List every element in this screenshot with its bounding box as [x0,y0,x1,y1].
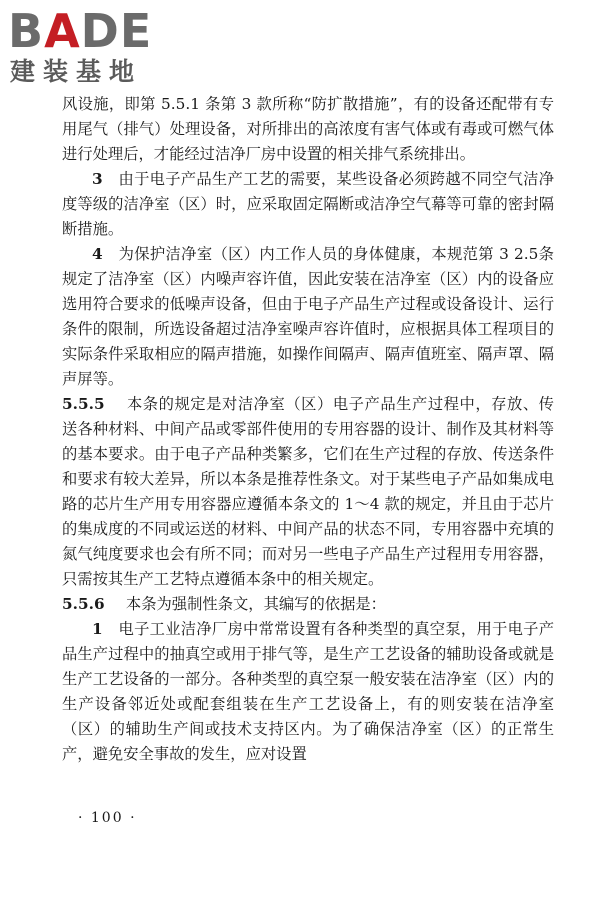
section-number: 5.5.5 [62,395,105,413]
item-number: 3 [92,170,103,188]
list-item [62,617,554,767]
section-clause [62,392,554,592]
paragraph-text: 风设施，即第 5.5.1 条第 3 款所称“防扩散措施”，有的设备还配带有专用尾气（排气）处理设备，对所排出的高浓度有害气体或有毒或可燃气体进行处理后，才能经过洁净厂房中设置的相关排气系统排出。 [62,95,554,163]
page-number: · 100 · [78,810,137,826]
document-body [62,92,554,767]
paragraph-text: 电子工业洁净厂房中常常设置有各种类型的真空泵，用于电子产品生产过程中的抽真空或用于排气等，是生产工艺设备的辅助设备或就是生产工艺设备的一部分。各种类型的真空泵一般安装在洁净室（区）内的生产设备邻近处或配套组装在生产工艺设备上，有的则安装在洁净室（区）的辅助生产间或技术支持区内。为了确保洁净室（区）的正常生产，避免安全事故的发生，应对设置 [62,620,554,763]
logo-letters-post: DE [80,4,153,58]
paragraph-text: 本条为强制性条文，其编写的依据是： [125,595,386,613]
logo-letter-accent: A [44,4,81,58]
logo-wordmark [8,6,176,56]
paragraph-text: 为保护洁净室（区）内工作人员的身体健康，本规范第 3 2.5条规定了洁净室（区）内噪声容许值，因此安装在洁净室（区）内的设备应选用符合要求的低噪声设备，但由于电子产品生产过程或设备设计、运行条件的限制，所选设备超过洁净室噪声容许值时，应根据具体工程项目的实际条件采取相应的隔声措施，如操作间隔声、隔声值班室、隔声罩、隔声屏等。 [62,245,554,388]
item-number: 1 [92,620,103,638]
section-clause [62,592,554,617]
logo-subtitle: 建装基地 [10,57,143,86]
paragraph-continuation [62,92,554,167]
list-item [62,167,554,242]
bade-logo [8,6,176,92]
list-item [62,242,554,392]
paragraph-text: 由于电子产品生产工艺的需要，某些设备必须跨越不同空气洁净度等级的洁净室（区）时，应采取固定隔断或洁净空气幕等可靠的密封隔断措施。 [62,170,554,238]
paragraph-text: 本条的规定是对洁净室（区）电子产品生产过程中，存放、传送各种材料、中间产品或零部件使用的专用容器的设计、制作及其材料等的基本要求。由于电子产品种类繁多，它们在生产过程的存放、传送条件和要求有较大差异，所以本条是推荐性条文。对于某些电子产品如集成电路的芯片生产用专用容器应遵循本条文的 1～4 款的规定，并且由于芯片的集成度的不同或运送的材料、中间产品的状态不同，专用容器中充填的氮气纯度要求也会有所不同；而对另一些电子产品生产过程用专用容器，只需按其生产工艺特点遵循本条中的相关规定。 [62,395,554,588]
item-number: 4 [92,245,103,263]
section-number: 5.5.6 [62,595,105,613]
logo-letters-pre: B [8,4,45,58]
